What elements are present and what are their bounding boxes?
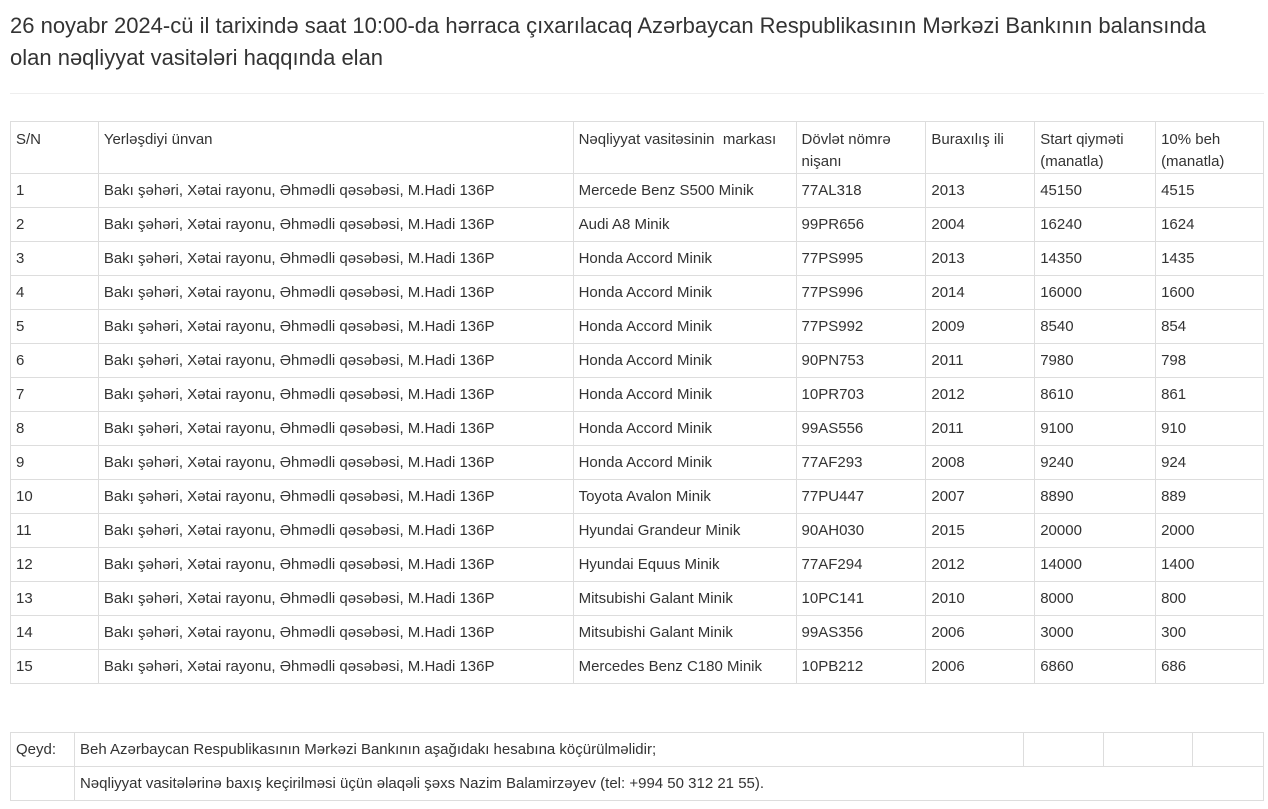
notes-table [10,732,1264,801]
header-year: Buraxılış ili [926,122,1035,174]
cell-brand: Mercede Benz S500 Minik [573,174,796,208]
notes-row [11,767,1264,801]
cell-address: Bakı şəhəri, Xətai rayonu, Əhmədli qəsəbəsi, M.Hadi 136P [98,378,573,412]
cell-address: Bakı şəhəri, Xətai rayonu, Əhmədli qəsəbəsi, M.Hadi 136P [98,174,573,208]
table-row [11,616,1264,650]
cell-year: 2010 [926,582,1035,616]
cell-start-price: 14350 [1035,242,1156,276]
cell-plate: 77AL318 [796,174,926,208]
cell-plate: 77PS995 [796,242,926,276]
cell-sn: 9 [11,446,99,480]
header-brand: Nəqliyyat vasitəsinin markası [573,122,796,174]
cell-year: 2011 [926,344,1035,378]
cell-start-price: 45150 [1035,174,1156,208]
notes-line-deposit: Beh Azərbaycan Respublikasının Mərkəzi Bankının aşağıdakı hesabına köçürülməlidir; [74,733,1023,767]
cell-brand: Mitsubishi Galant Minik [573,616,796,650]
cell-start-price: 20000 [1035,514,1156,548]
cell-sn: 5 [11,310,99,344]
cell-plate: 10PB212 [796,650,926,684]
cell-year: 2009 [926,310,1035,344]
notes-empty-cell [1024,733,1104,767]
cell-deposit: 300 [1156,616,1264,650]
header-address: Yerləşdiyi ünvan [98,122,573,174]
cell-deposit: 889 [1156,480,1264,514]
cell-deposit: 854 [1156,310,1264,344]
table-row [11,548,1264,582]
cell-plate: 77AF294 [796,548,926,582]
notes-line-contact: Nəqliyyat vasitələrinə baxış keçirilməsi üçün əlaqəli şəxs Nazim Balamirzəyev (tel: +994 50 312 21 55). [74,767,1263,801]
cell-address: Bakı şəhəri, Xətai rayonu, Əhmədli qəsəbəsi, M.Hadi 136P [98,514,573,548]
cell-sn: 10 [11,480,99,514]
cell-plate: 90PN753 [796,344,926,378]
cell-year: 2007 [926,480,1035,514]
cell-address: Bakı şəhəri, Xətai rayonu, Əhmədli qəsəbəsi, M.Hadi 136P [98,480,573,514]
cell-plate: 77PS992 [796,310,926,344]
cell-year: 2015 [926,514,1035,548]
cell-start-price: 8890 [1035,480,1156,514]
table-row [11,514,1264,548]
table-row [11,208,1264,242]
cell-start-price: 16240 [1035,208,1156,242]
cell-sn: 3 [11,242,99,276]
page-title: 26 noyabr 2024-cü il tarixində saat 10:00-da hərraca çıxarılacaq Azərbaycan Respublikasının Mərkəzi Bankının balansında olan nəqliyyat vasitələri haqqında elan [10,13,1207,70]
table-row [11,412,1264,446]
cell-deposit: 910 [1156,412,1264,446]
cell-address: Bakı şəhəri, Xətai rayonu, Əhmədli qəsəbəsi, M.Hadi 136P [98,650,573,684]
cell-plate: 99AS356 [796,616,926,650]
cell-plate: 77PU447 [796,480,926,514]
cell-start-price: 9240 [1035,446,1156,480]
cell-year: 2008 [926,446,1035,480]
cell-brand: Honda Accord Minik [573,446,796,480]
cell-year: 2006 [926,650,1035,684]
cell-address: Bakı şəhəri, Xətai rayonu, Əhmədli qəsəbəsi, M.Hadi 136P [98,412,573,446]
cell-deposit: 1400 [1156,548,1264,582]
cell-plate: 90AH030 [796,514,926,548]
cell-deposit: 1600 [1156,276,1264,310]
cell-deposit: 861 [1156,378,1264,412]
cell-start-price: 14000 [1035,548,1156,582]
cell-address: Bakı şəhəri, Xətai rayonu, Əhmədli qəsəbəsi, M.Hadi 136P [98,242,573,276]
cell-plate: 10PR703 [796,378,926,412]
cell-sn: 14 [11,616,99,650]
cell-brand: Honda Accord Minik [573,276,796,310]
cell-start-price: 7980 [1035,344,1156,378]
notes-empty-cell [1193,733,1264,767]
cell-sn: 15 [11,650,99,684]
table-row [11,276,1264,310]
cell-start-price: 9100 [1035,412,1156,446]
cell-address: Bakı şəhəri, Xətai rayonu, Əhmədli qəsəbəsi, M.Hadi 136P [98,616,573,650]
cell-brand: Honda Accord Minik [573,242,796,276]
cell-start-price: 3000 [1035,616,1156,650]
cell-address: Bakı şəhəri, Xətai rayonu, Əhmədli qəsəbəsi, M.Hadi 136P [98,344,573,378]
header-plate: Dövlət nömrə nişanı [796,122,926,174]
cell-sn: 7 [11,378,99,412]
cell-deposit: 2000 [1156,514,1264,548]
table-row [11,344,1264,378]
table-row [11,446,1264,480]
notes-empty-cell [1104,733,1193,767]
cell-sn: 2 [11,208,99,242]
cell-deposit: 4515 [1156,174,1264,208]
table-body [11,174,1264,684]
cell-start-price: 8610 [1035,378,1156,412]
table-row [11,650,1264,684]
table-row [11,582,1264,616]
cell-brand: Honda Accord Minik [573,344,796,378]
cell-deposit: 1624 [1156,208,1264,242]
cell-address: Bakı şəhəri, Xətai rayonu, Əhmədli qəsəbəsi, M.Hadi 136P [98,208,573,242]
cell-brand: Mitsubishi Galant Minik [573,582,796,616]
cell-brand: Honda Accord Minik [573,310,796,344]
cell-start-price: 8540 [1035,310,1156,344]
cell-sn: 1 [11,174,99,208]
cell-sn: 8 [11,412,99,446]
vehicles-table [10,121,1264,684]
cell-address: Bakı şəhəri, Xətai rayonu, Əhmədli qəsəbəsi, M.Hadi 136P [98,446,573,480]
cell-plate: 77PS996 [796,276,926,310]
cell-brand: Honda Accord Minik [573,412,796,446]
header-deposit: 10% beh (manatla) [1156,122,1264,174]
table-row [11,242,1264,276]
cell-brand: Honda Accord Minik [573,378,796,412]
table-header-row [11,122,1264,174]
cell-sn: 11 [11,514,99,548]
notes-row [11,733,1264,767]
table-row [11,174,1264,208]
cell-year: 2014 [926,276,1035,310]
notes-label: Qeyd: [11,733,75,767]
cell-deposit: 924 [1156,446,1264,480]
cell-address: Bakı şəhəri, Xətai rayonu, Əhmədli qəsəbəsi, M.Hadi 136P [98,310,573,344]
cell-year: 2006 [926,616,1035,650]
table-row [11,310,1264,344]
cell-plate: 77AF293 [796,446,926,480]
cell-brand: Mercedes Benz C180 Minik [573,650,796,684]
cell-brand: Toyota Avalon Minik [573,480,796,514]
cell-deposit: 1435 [1156,242,1264,276]
cell-address: Bakı şəhəri, Xətai rayonu, Əhmədli qəsəbəsi, M.Hadi 136P [98,548,573,582]
cell-year: 2012 [926,548,1035,582]
cell-sn: 13 [11,582,99,616]
cell-plate: 10PC141 [796,582,926,616]
cell-sn: 4 [11,276,99,310]
cell-sn: 6 [11,344,99,378]
cell-address: Bakı şəhəri, Xətai rayonu, Əhmədli qəsəbəsi, M.Hadi 136P [98,582,573,616]
cell-sn: 12 [11,548,99,582]
cell-plate: 99AS556 [796,412,926,446]
cell-deposit: 798 [1156,344,1264,378]
table-row [11,480,1264,514]
notes-empty-cell [11,767,75,801]
cell-start-price: 8000 [1035,582,1156,616]
cell-start-price: 6860 [1035,650,1156,684]
cell-year: 2012 [926,378,1035,412]
cell-brand: Audi A8 Minik [573,208,796,242]
cell-year: 2013 [926,174,1035,208]
cell-year: 2011 [926,412,1035,446]
cell-brand: Hyundai Equus Minik [573,548,796,582]
cell-year: 2004 [926,208,1035,242]
cell-deposit: 800 [1156,582,1264,616]
cell-address: Bakı şəhəri, Xətai rayonu, Əhmədli qəsəbəsi, M.Hadi 136P [98,276,573,310]
title-divider [10,93,1264,94]
table-row [11,378,1264,412]
cell-deposit: 686 [1156,650,1264,684]
cell-start-price: 16000 [1035,276,1156,310]
cell-brand: Hyundai Grandeur Minik [573,514,796,548]
cell-year: 2013 [926,242,1035,276]
cell-plate: 99PR656 [796,208,926,242]
header-start-price: Start qiymətі (manatla) [1035,122,1156,174]
header-sn: S/N [11,122,99,174]
